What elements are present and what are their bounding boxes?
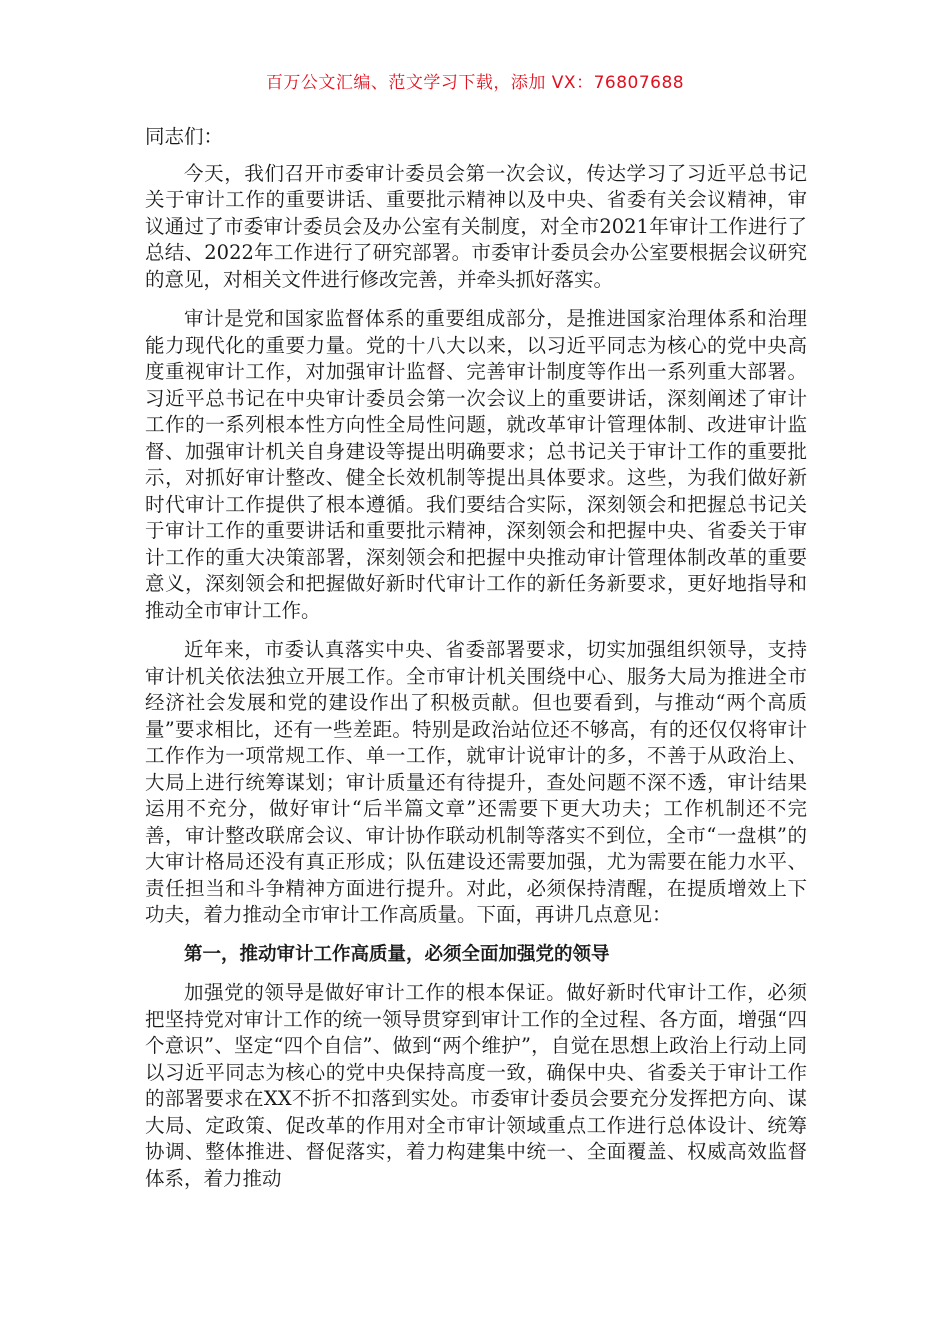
document-body bbox=[145, 124, 807, 1205]
paragraph-meeting-intro: 今天，我们召开市委审计委员会第一次会议，传达学习了习近平总书记关于审计工作的重要讲话、重要批示精神以及中央、省委有关会议精神，审议通过了市委审计委员会及办公室有关制度，对全市2021年审计工作进行了总结、2022年工作进行了研究部署。市委审计委员会办公室要根据会议研究的意见，对相关文件进行修改完善，并牵头抓好落实。 bbox=[145, 161, 807, 291]
paragraph-party-leadership: 加强党的领导是做好审计工作的根本保证。做好新时代审计工作，必须把坚持党对审计工作的统一领导贯穿到审计工作的全过程、各方面，增强“四个意识”、坚定“四个自信”、做到“两个维护”，自觉在思想上政治上行动上同以习近平同志为核心的党中央保持高度一致，确保中央、省委关于审计工作的部署要求在XX不折不扣落到实处。市委审计委员会要充分发挥把方向、谋大局、定政策、促改革的作用对全市审计领域重点工作进行总体设计、统筹协调、整体推进、督促落实，着力构建集中统一、全面覆盖、权威高效监督体系，着力推动 bbox=[145, 981, 807, 1190]
paragraph-audit-importance: 审计是党和国家监督体系的重要组成部分，是推进国家治理体系和治理能力现代化的重要力量。党的十八大以来，以习近平同志为核心的党中央高度重视审计工作，对加强审计监督、完善审计制度等作出一系列重大部署。习近平总书记在中央审计委员会第一次会议上的重要讲话，深刻阐述了审计工作的一系列根本性方向性全局性问题，就改革审计管理体制、改进审计监督、加强审计机关自身建设等提出明确要求；总书记关于审计工作的重要批示，对抓好审计整改、健全长效机制等提出具体要求。这些，为我们做好新时代审计工作提供了根本遵循。我们要结合实际，深刻领会和把握总书记关于审计工作的重要讲话和重要批示精神，深刻领会和把握中央、省委关于审计工作的重大决策部署，深刻领会和把握中央推动审计管理体制改革的重要意义，深刻领会和把握做好新时代审计工作的新任务新要求，更好地指导和推动全市审计工作。 bbox=[145, 307, 807, 622]
paragraph-recent-work: 近年来，市委认真落实中央、省委部署要求，切实加强组织领导，支持审计机关依法独立开展工作。全市审计机关围绕中心、服务大局为推进全市经济社会发展和党的建设作出了积极贡献。但也要看到，与推动“两个高质量”要求相比，还有一些差距。特别是政治站位还不够高，有的还仅仅将审计工作作为一项常规工作、单一工作，就审计说审计的多，不善于从政治上、大局上进行统筹谋划；审计质量还有待提升，查处问题不深不透，审计结果运用不充分，做好审计“后半篇文章”还需要下更大功夫；工作机制还不完善，审计整改联席会议、审计协作联动机制等落实不到位，全市“一盘棋”的大审计格局还没有真正形成；队伍建设还需要加强，尤为需要在能力水平、责任担当和斗争精神方面进行提升。对此，必须保持清醒，在提质增效上下功夫，着力推动全市审计工作高质量。下面，再讲几点意见： bbox=[145, 638, 807, 926]
section-heading: 第一，推动审计工作高质量，必须全面加强党的领导 bbox=[184, 943, 610, 965]
header-banner: 百万公文汇编、范文学习下载，添加 VX：76807688 bbox=[265, 73, 685, 93]
salutation: 同志们： bbox=[145, 125, 224, 148]
